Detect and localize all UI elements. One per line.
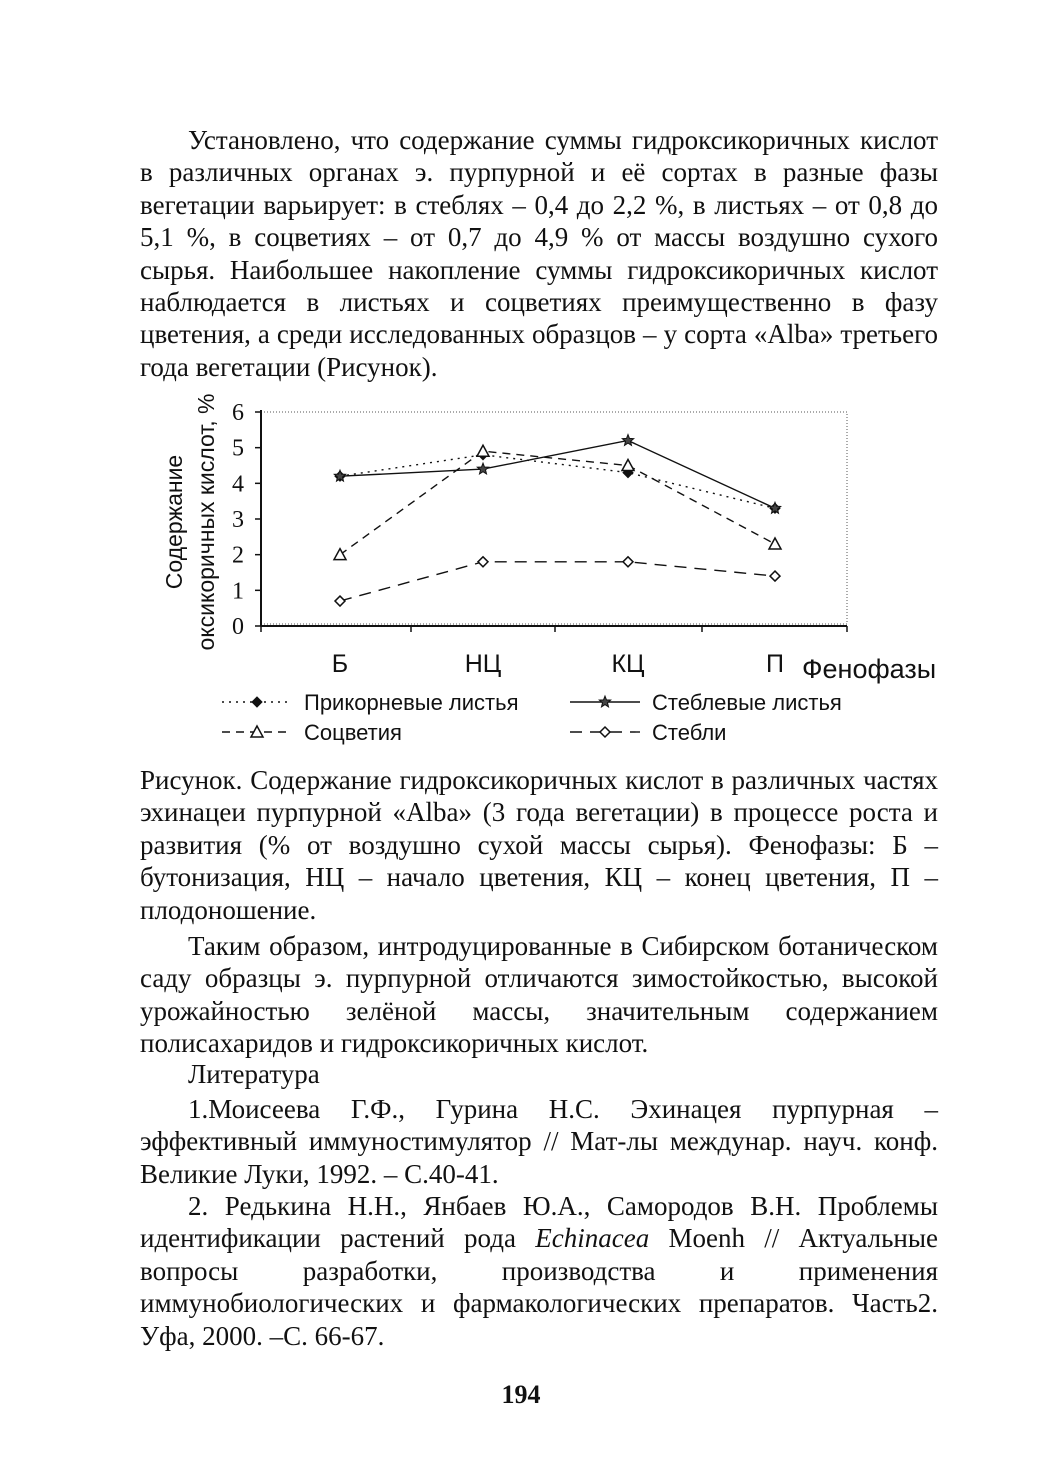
y-axis-label-line1: Содержание: [161, 454, 187, 590]
y-tick-label: 0: [232, 614, 244, 640]
y-tick-label: 3: [232, 507, 244, 533]
legend-entry: [222, 720, 402, 745]
y-axis-label-line2: оксикоричных кислот, %: [193, 393, 219, 651]
reference-2-genus: Echinacea: [535, 1223, 650, 1254]
y-tick-label: 6: [232, 400, 244, 426]
y-axis-ticks: [232, 400, 261, 640]
data-point: [770, 571, 780, 581]
data-point: [599, 696, 610, 707]
data-point: [477, 463, 488, 474]
x-tick-label: НЦ: [464, 650, 502, 678]
series-3: [334, 445, 781, 559]
series-group: [334, 435, 781, 607]
y-tick-label: 4: [232, 471, 244, 498]
data-point: [252, 697, 262, 707]
figure-hydroxycinnamic-acids-chart: [0, 380, 1042, 760]
reference-1: 1.Моисеева Г.Ф., Гурина Н.С. Эхинацея пурпурная – эффективный иммуностимулятор // Мат-лы междунар. науч. конф. Великие Луки, 1992. – С.40-41.: [140, 1094, 938, 1189]
data-point: [622, 435, 633, 446]
x-axis-label: Фенофазы: [802, 654, 937, 684]
legend-entry: [570, 690, 842, 715]
data-point: [622, 460, 634, 471]
series-line: [340, 441, 775, 509]
legend-entry: [222, 690, 519, 715]
x-tick-label: КЦ: [611, 650, 645, 678]
data-point: [477, 445, 489, 456]
series-1: [335, 450, 780, 514]
legend-entry: [570, 720, 726, 745]
legend-label: Соцветия: [304, 720, 402, 745]
line-chart: [0, 380, 1042, 760]
data-point: [769, 538, 781, 549]
plot-area-border: [261, 412, 847, 624]
y-tick-label: 2: [232, 542, 244, 569]
x-tick-label: Б: [331, 650, 349, 678]
y-tick-label: 5: [232, 435, 244, 462]
y-tick-label: 1: [232, 578, 244, 605]
legend-label: Прикорневые листья: [304, 690, 519, 715]
reference-2: [140, 1190, 938, 1352]
chart-legend: [222, 690, 842, 745]
series-line: [340, 451, 775, 555]
series-line: [340, 455, 775, 509]
data-point: [334, 549, 346, 560]
reference-2-part2: Moenh // Актуальные вопросы разработки, производства и применения иммунобиологических и фармакологических препаратов. Часть2. Уфа, 2000. –С. 66-67.: [140, 1223, 938, 1351]
series-line: [340, 562, 775, 601]
legend-label: Стеблевые листья: [652, 690, 842, 715]
x-tick-label: П: [766, 650, 784, 678]
data-point: [335, 596, 345, 606]
series-2: [334, 435, 780, 514]
data-point: [600, 727, 610, 737]
paragraph-conclusion: Таким образом, интродуцированные в Сибирском ботаническом саду образцы э. пурпурной отличаются зимостойкостью, высокой урожайностью зелёной массы, значительным содержанием полисахаридов и гидроксикоричных кислот.: [140, 931, 938, 1059]
data-point: [478, 557, 488, 567]
literature-heading: Литература: [188, 1059, 320, 1089]
page-number: 194: [501, 1380, 541, 1409]
figure-caption: Рисунок. Содержание гидроксикоричных кислот в различных частях эхинацеи пурпурной «Alba» (3 года вегетации) в процессе роста и развития (% от воздушно сухой массы сырья). Фенофазы: Б – бутонизация, НЦ – начало цветения, КЦ – конец цветения, П – плодоношение.: [140, 765, 938, 925]
paragraph-intro: Установлено, что содержание суммы гидроксикоричных кислот в различных органах э. пурпурной и её сортах в разные фазы вегетации варьирует: в стеблях – 0,4 до 2,2 %, в листьях – от 0,8 до 5,1 %, в соцветиях – от 0,7 до 4,9 % от массы воздушно сухого сырья. Наибольшее накопление суммы гидроксикоричных кислот наблюдается в листьях и соцветиях преимущественно в фазу цветения, а среди исследованных образцов – у сорта «Alba» третьего года вегетации (Рисунок).: [140, 125, 938, 382]
data-point: [623, 557, 633, 567]
legend-label: Стебли: [652, 720, 727, 745]
x-axis-ticks: [261, 626, 847, 678]
reference-2-part1: 2. Редькина Н.Н., Янбаев Ю.А., Самородов В.Н. Проблемы идентификации растений рода: [140, 1191, 938, 1254]
series-4: [335, 557, 780, 606]
